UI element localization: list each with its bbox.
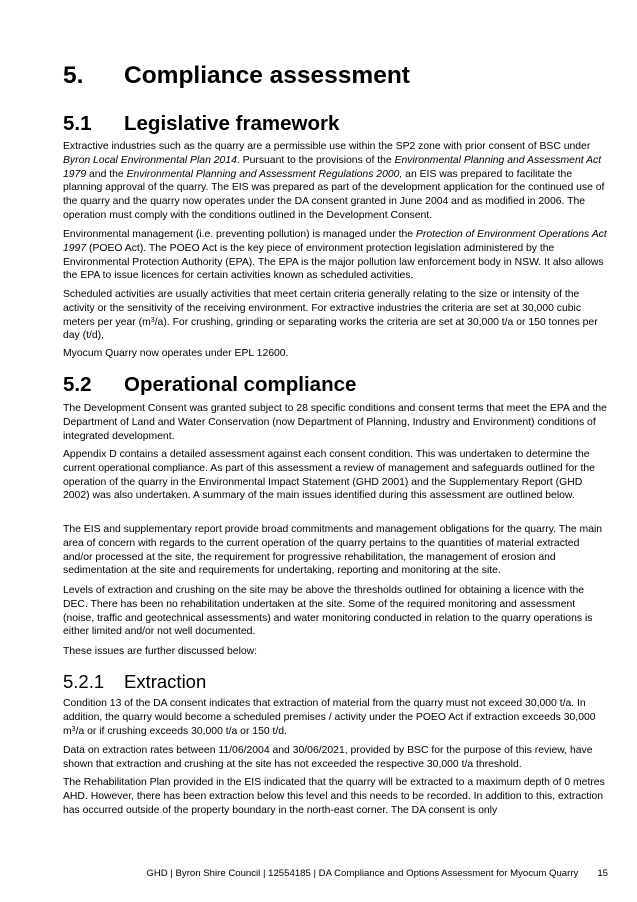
text-run: . Pursuant to the provisions of the (236, 154, 395, 166)
paragraph-extraction-2 (63, 744, 608, 772)
superscript: 3 (71, 725, 76, 733)
text-run: Levels of extraction and crushing on the site may be above the thresholds outlined for obtaining a licence with the DEC. There has been no rehabilitation undertaken at the site. Some of the required monitoring and assessment (noise, traffic and geotechnical assessments) and water monitoring conducted in relation to the quarry operations is either limited and/or not well documented. (63, 585, 593, 638)
paragraph-operational-5 (63, 645, 608, 659)
section-title: Compliance assessment (124, 62, 410, 89)
text-run: /a or if crushing exceeds 30,000 t/a or 150 t/d. (75, 725, 287, 737)
text-run: an EIS was prepared to facilitate the planning approval of the quarry. The EIS was prepared as part of the development application for the continued use of the quarry and the quarry now operates under the DA consent granted in June 2004 and as modified in 2006. The operation must comply with the conditions outlined in the Development Consent. (63, 168, 605, 221)
section-number: 5. (63, 62, 84, 89)
text-run: and the (86, 168, 127, 180)
heading-extraction (63, 671, 206, 693)
paragraph-operational-1 (63, 402, 608, 443)
text-run: The Development Consent was granted subject to 28 specific conditions and consent terms that meet the EPA and the Department of Land and Water Conservation (now Department of Planning, Industry and Environment) conditions of integrated development. (63, 403, 607, 442)
heading-compliance-assessment (63, 62, 410, 90)
paragraph-legislative-2 (63, 228, 608, 283)
text-run: Scheduled activities are usually activities that meet certain criteria generally relating to the size or intensity of the activity or the sensitivity of the receiving environment. For extractive industries the criteria are set at 30,000 cubic meters per year (m (63, 289, 582, 328)
paragraph-legislative-1 (63, 140, 608, 223)
heading-operational-compliance (63, 373, 356, 397)
section-title: Operational compliance (124, 373, 357, 396)
text-run: These issues are further discussed below: (63, 646, 258, 657)
text-run: Myocum Quarry now operates under EPL 12600. (63, 348, 289, 359)
text-run: The EIS and supplementary report provide broad commitments and management obligations for the quarry. The main area of concern with regards to the current operation of the quarry pertains to the quantities of material extracted and/or processed at the site, the requirement for progressive rehabilitation, the management of erosion and sedimentation at the site and requirements for undertaking, reporting and monitoring at the site. (63, 524, 603, 577)
section-number: 5.2 (63, 373, 92, 396)
text-run: Environmental management (i.e. preventing pollution) is managed under the (63, 229, 416, 240)
section-number: 5.1 (63, 112, 92, 135)
section-number: 5.2.1 (63, 671, 105, 692)
italic-run: Environmental Planning and Assessment Act 1979 (63, 154, 602, 180)
page-number: 15 (597, 868, 608, 879)
text-run: Extractive industries such as the quarry are a permissible use within the SP2 zone with prior consent of BSC under (63, 141, 591, 152)
paragraph-legislative-4 (63, 347, 608, 361)
paragraph-operational-3 (63, 523, 608, 578)
text-run: (POEO Act). The POEO Act is the key piece of environment protection legislation administered by the Environmental Protection Authority (EPA). The EPA is the major pollution law enforcement body in NSW. It also allows the EPA to issue licences for certain activities known as scheduled activities. (63, 242, 604, 282)
italic-run: Protection of Environment Operations Act 1997 (63, 229, 607, 254)
section-title: Legislative framework (124, 112, 340, 135)
paragraph-legislative-3 (63, 288, 608, 343)
paragraph-operational-2 (63, 448, 608, 503)
text-run: /a). For crushing, grinding or separating works the criteria are set at 30,000 t/a or 150 tonnes per day (t/d), (63, 316, 598, 342)
paragraph-operational-4 (63, 584, 608, 639)
text-run: Condition 13 of the DA consent indicates that extraction of material from the quarry must not exceed 30,000 t/a. In addition, the quarry would become a scheduled premises / activity under the POEO Act if extraction exceeds 30,000 m (63, 698, 596, 737)
text-run: Data on extraction rates between 11/06/2004 and 30/06/2021, provided by BSC for the purpose of this review, have shown that extraction and crushing at the site has not exceeded the respective 30,000 t/a threshold. (63, 745, 593, 770)
text-run: Appendix D contains a detailed assessment against each consent condition. This was undertaken to determine the current operational compliance. As part of this assessment a review of management and safeguards outlined for the operation of the quarry in the Environmental Impact Statement (GHD 2001) and the Supplementary Report (GHD 2002) was also undertaken. A summary of the main issues identified during this assessment are outlined below. (63, 449, 595, 502)
italic-run: Environmental Planning and Assessment Regulations 2000, (126, 168, 403, 180)
section-title: Extraction (124, 671, 207, 692)
italic-run: Byron Local Environmental Plan 2014 (63, 154, 237, 166)
heading-legislative-framework (63, 112, 339, 136)
footer-text: GHD | Byron Shire Council | 12554185 | DA Compliance and Options Assessment for Myocum Quarry (146, 868, 579, 879)
page-footer (146, 868, 608, 879)
text-run: The Rehabilitation Plan provided in the EIS indicated that the quarry will be extracted to a maximum depth of 0 metres AHD. However, there has been extraction below this level and this needs to be recorded. In addition to this, extraction has occurred outside of the property boundary in the north-east corner. The DA consent is only (63, 777, 605, 816)
paragraph-extraction-3 (63, 776, 608, 817)
superscript: 3 (150, 316, 155, 324)
paragraph-extraction-1 (63, 697, 608, 738)
